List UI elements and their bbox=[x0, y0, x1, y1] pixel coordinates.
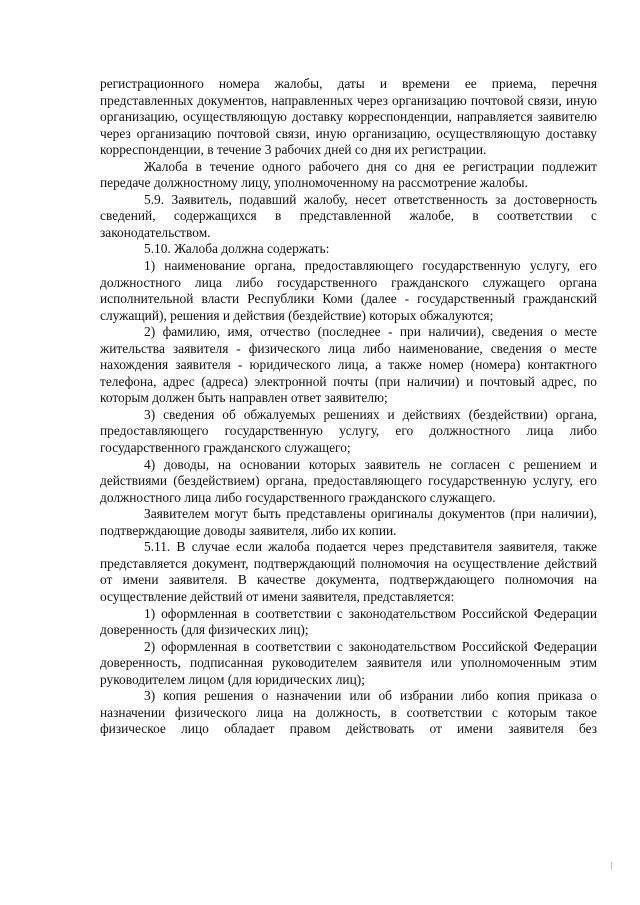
paragraph-5-10: 5.10. Жалоба должна содержать: bbox=[144, 241, 330, 257]
scan-margin-mark bbox=[611, 862, 612, 870]
list-item-1: 1) наименование органа, предоставляющего государственную услугу, его должностного лица либо государственного гражданского служащего органа исполнительной власти Республики Коми (далее - государственный гражданский служащий), решения и действия (бездействие) которых обжалуются; bbox=[100, 258, 597, 323]
paragraph-5-11: 5.11. В случае если жалоба подается через представителя заявителя, также представляется документ, подтверждающий полномочия на осуществление действий от имени заявителя. В качестве документа, подтверждающего полномочия на осуществление действий от имени заявителя, представляется: bbox=[100, 539, 597, 604]
paragraph-complaint-transfer: Жалоба в течение одного рабочего дня со дня ее регистрации подлежит передаче должностному лицу, уполномоченному на рассмотрение жалобы. bbox=[100, 158, 597, 191]
list-item-4: 4) доводы, на основании которых заявитель не согласен с решением и действиями (бездействием) органа, предоставляющего государственную услугу, его должностного лица либо государственного гражданского служащего. bbox=[100, 456, 597, 505]
list-item-power-of-attorney-individual: 1) оформленная в соответствии с законодательством Российской Федерации доверенность (для физических лиц); bbox=[100, 605, 597, 638]
list-item-appointment-copy: 3) копия решения о назначении или об избрании либо копия приказа о назначении физического лица на должность, в соответствии с которым такое физическое лицо обладает правом действовать от имени заявителя без bbox=[100, 688, 597, 737]
document-body bbox=[100, 76, 597, 738]
paragraph-originals: Заявителем могут быть представлены оригиналы документов (при наличии), подтверждающие доводы заявителя, либо их копии. bbox=[100, 506, 597, 538]
list-item-power-of-attorney-legal: 2) оформленная в соответствии с законодательством Российской Федерации доверенность, подписанная руководителем заявителя или уполномоченным этим руководителем лицом (для юридических лиц); bbox=[100, 638, 597, 687]
list-item-2: 2) фамилию, имя, отчество (последнее - при наличии), сведения о месте жительства заявителя - физического лица либо наименование, сведения о месте нахождения заявителя - юридического лица, а также номер (номера) контактного телефона, адрес (адреса) электронной почты (при наличии) и почтовый адрес, по которым должен быть направлен ответ заявителю; bbox=[100, 324, 597, 406]
list-item-3: 3) сведения об обжалуемых решениях и действиях (бездействии) органа, предоставляющего государственную услугу, его должностного лица либо государственного гражданского служащего; bbox=[100, 406, 597, 456]
paragraph-continuation: регистрационного номера жалобы, даты и времени ее приема, перечня представленных документов, направленных через организацию почтовой связи, иную организацию, осуществляющую доставку корреспонденции, направляется заявителю через организацию почтовой связи, иную организацию, осуществляющую доставку корреспонденции, в течение 3 рабочих дней со дня их регистрации. bbox=[100, 76, 597, 158]
paragraph-5-9: 5.9. Заявитель, подавший жалобу, несет ответственность за достоверность сведений, содержащихся в представленной жалобе, в соответствии с законодательством. bbox=[100, 191, 597, 240]
